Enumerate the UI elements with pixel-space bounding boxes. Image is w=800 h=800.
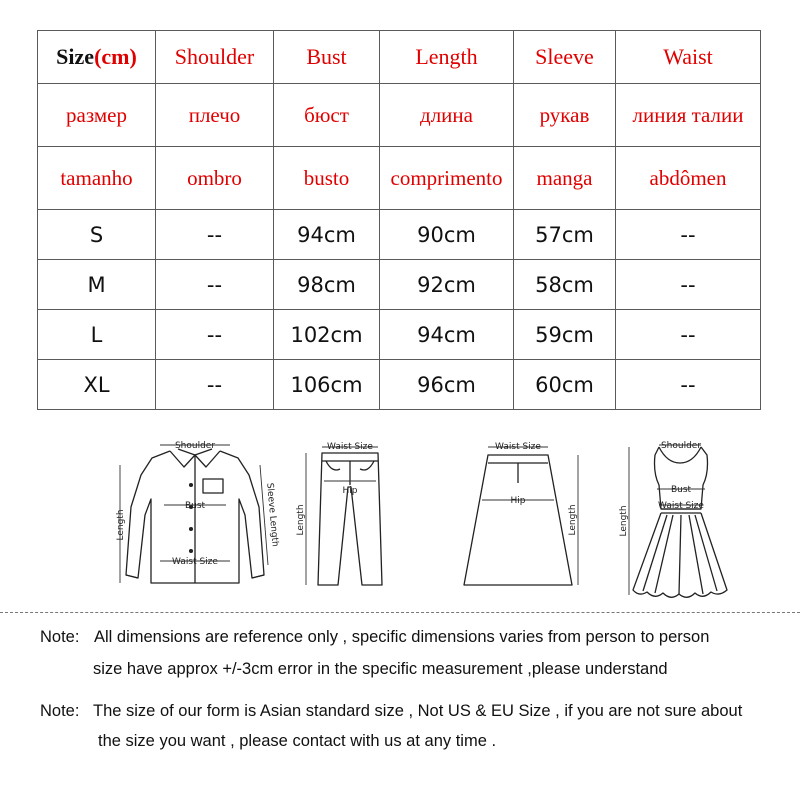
portuguese-waist: abdômen [616,147,761,210]
bust-cell: 94cm [274,210,380,260]
russian-length: длина [380,83,514,146]
portuguese-label-row [38,147,761,210]
note-prefix: Note: [40,628,80,646]
bust-cell: 102cm [274,310,380,360]
russian-label-row [38,83,761,146]
shoulder-cell: -- [156,310,274,360]
russian-sleeve: рукав [514,83,616,146]
dress-drawing [615,425,745,610]
length-cell: 96cm [380,360,514,410]
dress-shoulder-label: Shoulder [660,441,702,451]
size-chart-table [37,30,761,410]
shoulder-cell: -- [156,210,274,260]
table-header-row [38,31,761,84]
dress-waist-label: Waist Size [658,501,704,511]
note-reference-only [0,628,800,688]
portuguese-bust: busto [274,147,380,210]
note-asian-size [0,702,800,762]
shoulder-cell: -- [156,360,274,410]
waist-cell: -- [616,210,761,260]
table-row [38,310,761,360]
size-cell: M [38,260,156,310]
pants-diagram [292,425,402,610]
sleeve-cell: 59cm [514,310,616,360]
russian-waist: линия талии [616,83,761,146]
dress-length-label: Length [619,505,629,537]
dress-diagram [615,425,745,610]
note-line: size have approx +/-3cm error in the specific measurement ,please understand [93,660,668,678]
sleeve-cell: 57cm [514,210,616,260]
size-cell: XL [38,360,156,410]
portuguese-shoulder: ombro [156,147,274,210]
skirt-waist-label: Waist Size [495,442,541,452]
skirt-diagram [448,425,588,610]
header-bust: Bust [274,31,380,84]
size-unit: (cm) [94,43,137,69]
length-cell: 94cm [380,310,514,360]
pants-length-label: Length [296,504,306,536]
russian-size: размер [38,83,156,146]
dashed-divider [0,612,800,613]
pants-hip-label: Hip [342,486,358,496]
pants-waist-label: Waist Size [327,442,373,452]
portuguese-sleeve: manga [514,147,616,210]
shirt-drawing [108,425,283,610]
sleeve-cell: 58cm [514,260,616,310]
header-length: Length [380,31,514,84]
size-label: Size [56,43,95,69]
table-row [38,360,761,410]
shirt-waist-label: Waist Size [172,557,218,567]
sleeve-cell: 60cm [514,360,616,410]
measurement-diagrams [0,425,800,610]
shirt-sleeve-label: Sleeve Length [264,482,280,548]
table-row [38,210,761,260]
table-row [38,260,761,310]
size-cell: S [38,210,156,260]
header-shoulder: Shoulder [156,31,274,84]
shoulder-cell: -- [156,260,274,310]
skirt-drawing [448,425,588,610]
dress-bust-label: Bust [670,485,692,495]
length-cell: 90cm [380,210,514,260]
skirt-length-label: Length [568,504,578,536]
pants-drawing [292,425,402,610]
shirt-diagram [108,425,283,610]
header-sleeve: Sleeve [514,31,616,84]
note-line: All dimensions are reference only , specific dimensions varies from person to person [94,628,710,646]
portuguese-length: comprimento [380,147,514,210]
waist-cell: -- [616,360,761,410]
waist-cell: -- [616,260,761,310]
russian-shoulder: плечо [156,83,274,146]
waist-cell: -- [616,310,761,360]
note-line: The size of our form is Asian standard size , Not US & EU Size , if you are not sure about [93,702,743,720]
size-cell: L [38,310,156,360]
bust-cell: 98cm [274,260,380,310]
shirt-shoulder-label: Shoulder [174,441,216,451]
russian-bust: бюст [274,83,380,146]
length-cell: 92cm [380,260,514,310]
bust-cell: 106cm [274,360,380,410]
note-line: the size you want , please contact with us at any time . [98,732,497,750]
portuguese-size: tamanho [38,147,156,210]
skirt-hip-label: Hip [510,496,526,506]
header-size-cell [38,31,156,84]
shirt-bust-label: Bust [184,501,206,511]
shirt-length-label: Length [116,509,126,541]
note-prefix: Note: [40,702,80,720]
header-waist: Waist [616,31,761,84]
